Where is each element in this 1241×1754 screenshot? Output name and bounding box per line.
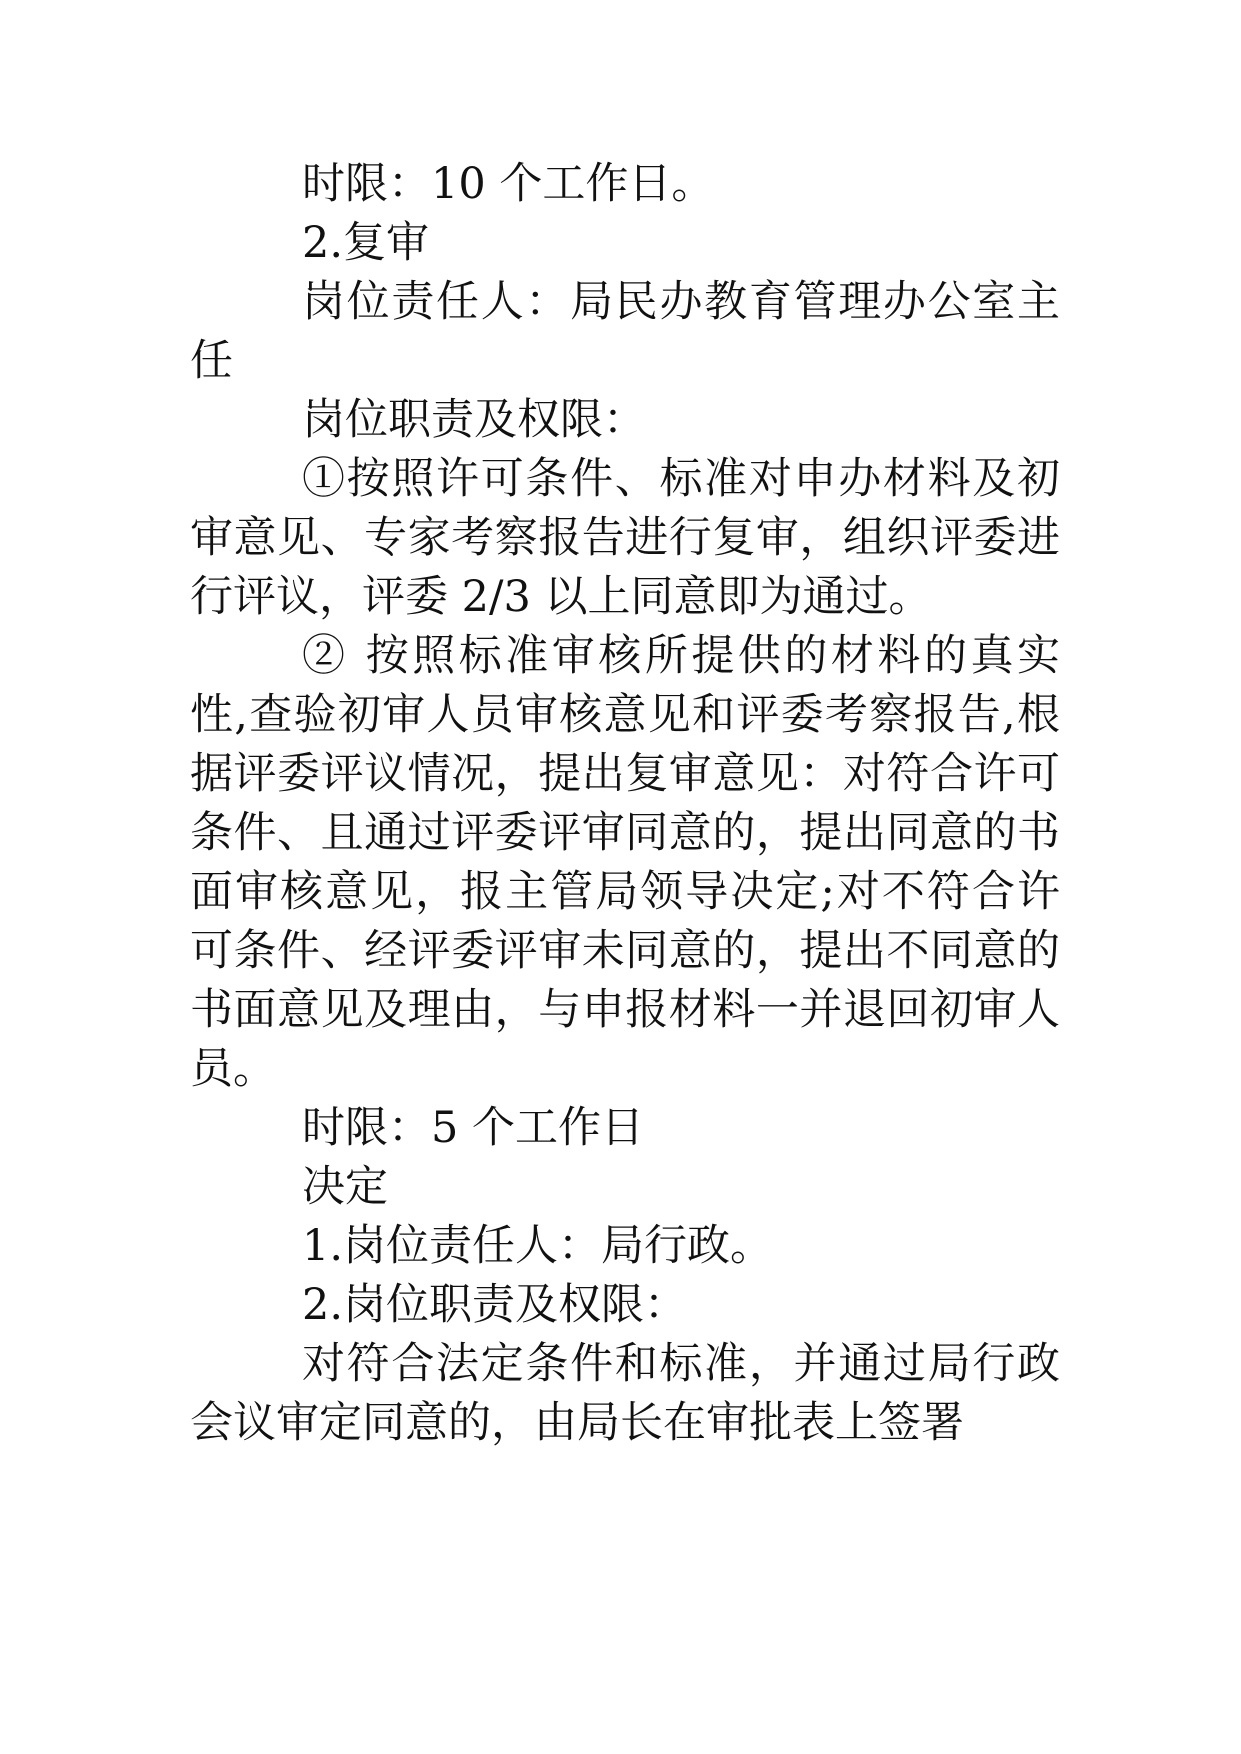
document-body [190,155,1060,1453]
section-heading-review: 2.复审 [302,218,430,268]
time-limit-5-days: 时限：5 个工作日 [302,1103,645,1153]
section-heading-decision: 决定 [302,1162,388,1212]
review-duty-1: ①按照许可条件、标准对申办材料及初审意见、专家考察报告进行复审，组织评委进行评议，评委 2/3 以上同意即为通过。 [190,454,1060,622]
time-limit-10-days: 时限：10 个工作日。 [302,159,715,209]
decision-duties-heading: 2.岗位职责及权限： [302,1280,688,1330]
decision-duty-text: 对符合法定条件和标准，并通过局行政会议审定同意的，由局长在审批表上签署 [190,1339,1060,1448]
review-duty-2: ② 按照标准审核所提供的材料的真实性,查验初审人员审核意见和评委考察报告,根据评委评议情况，提出复审意见：对符合许可条件、且通过评委评审同意的，提出同意的书面审核意见，报主管局领导决定;对不符合许可条件、经评委评审未同意的，提出不同意的书面意见及理由，与申报材料一并退回初审人员。 [190,631,1060,1094]
decision-responsible-person: 1.岗位责任人：局行政。 [302,1221,774,1271]
review-responsible-person: 岗位责任人：局民办教育管理办公室主任 [190,277,1060,386]
review-duties-heading: 岗位职责及权限： [302,395,646,445]
